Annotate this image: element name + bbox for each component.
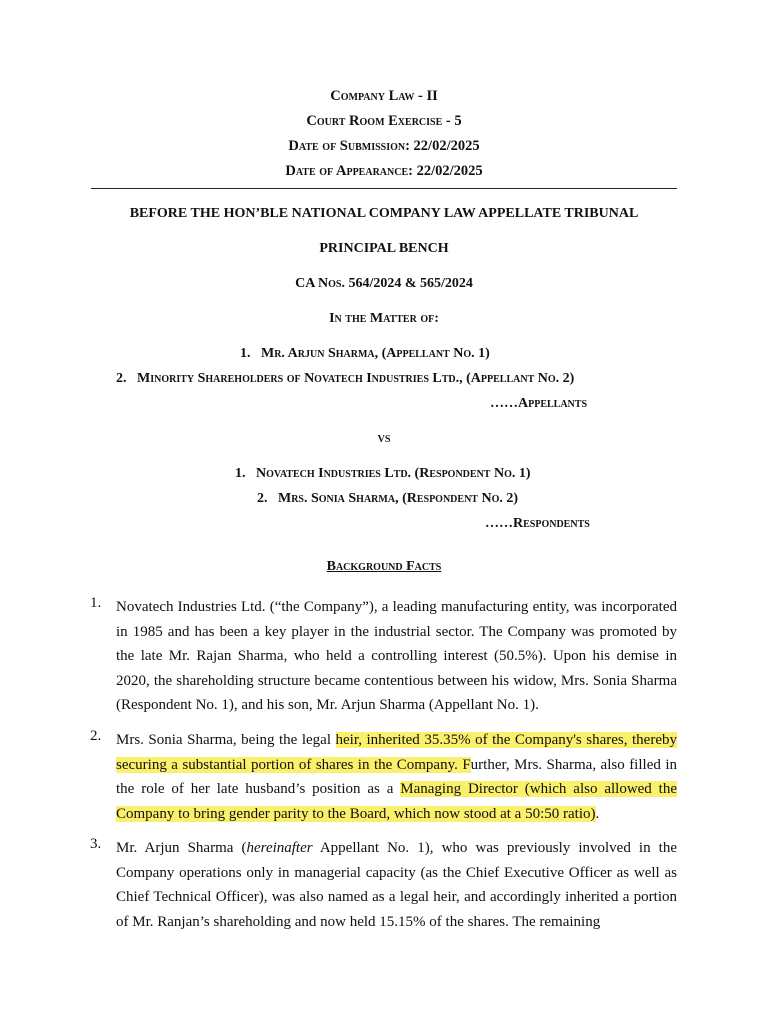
- appellant-1-number: 1.: [240, 346, 251, 361]
- respondent-1-number: 1.: [235, 466, 246, 481]
- paragraph-1-text: Novatech Industries Ltd. (“the Company”), a leading manufacturing entity, was incorporated in 1985 and has been a key player in the industrial sector. The Company was promoted by the late Mr. Rajan Sharma, who held a controlling interest (50.5%). Upon his demise in 2020, the shareholding structure became contentious between his widow, Mrs. Sonia Sharma (Respondent No. 1), and his son, Mr. Arjun Sharma (Appellant No. 1).: [116, 599, 677, 714]
- appellants-label: ……Appellants: [490, 396, 588, 411]
- exercise-title: Court Room Exercise - 5: [306, 113, 462, 129]
- paragraph-2-number: 2.: [90, 728, 102, 744]
- respondent-2-name: Mrs. Sonia Sharma, (Respondent No. 2): [278, 491, 519, 506]
- paragraph-3-run-1: Mr. Arjun Sharma (: [116, 840, 247, 856]
- respondent-2-number: 2.: [257, 491, 268, 506]
- appellant-2-number: 2.: [116, 371, 127, 386]
- section-title: Background Facts: [326, 559, 442, 574]
- highlight-2: Managing Director (which also allowed the Company to bring gender parity to the Board, which now stood at a 50:50 ratio): [116, 781, 678, 822]
- highlight-1: heir, inherited 35.35% of the Company's shares, thereby securing a substantial portion of shares in the Company. F: [116, 732, 677, 773]
- submission-date: Date of Submission: 22/02/2025: [288, 138, 480, 154]
- respondents-label: ……Respondents: [485, 516, 590, 531]
- appellant-1: [240, 346, 490, 362]
- paragraph-3-run-2: Appellant No. 1), who was previously involved in the Company operations only in managerial capacity (as the Chief Executive Officer as well as Chief Technical Officer), was also named as a legal heir, and accordingly inherited a portion of Mr. Ranjan’s shareholding and now held 15.15% of the shares. The remaining: [116, 840, 677, 930]
- paragraph-3-emphasis: hereinafter: [246, 840, 313, 856]
- bench-heading: PRINCIPAL BENCH: [319, 241, 449, 256]
- respondent-1: [235, 466, 531, 482]
- case-number: CA Nos. 564/2024 & 565/2024: [295, 276, 473, 291]
- paragraph-2-run-2: urther, Mrs. Sharma, also filled in the role of her late husband’s position as a: [116, 756, 677, 798]
- versus-label: vs: [377, 431, 391, 446]
- tribunal-heading: BEFORE THE HON’BLE NATIONAL COMPANY LAW APPELLATE TRIBUNAL: [129, 206, 639, 221]
- matter-heading: In the Matter of:: [329, 311, 439, 326]
- appellant-2: [116, 371, 574, 387]
- header-divider: [91, 188, 677, 189]
- paragraph-2-run-3: .: [595, 805, 600, 822]
- paragraph-2-text: [116, 728, 677, 826]
- appellant-1-name: Mr. Arjun Sharma, (Appellant No. 1): [261, 346, 490, 361]
- paragraph-1-number: 1.: [90, 595, 102, 611]
- paragraph-2-run-1: Mrs. Sonia Sharma, being the legal: [116, 732, 336, 748]
- paragraph-3-text: [116, 836, 677, 934]
- appearance-date: Date of Appearance: 22/02/2025: [285, 163, 483, 179]
- respondent-1-name: Novatech Industries Ltd. (Respondent No. 1): [256, 466, 531, 481]
- paragraph-3-number: 3.: [90, 836, 102, 852]
- course-title: Company Law - II: [330, 88, 438, 104]
- respondent-2: [257, 491, 518, 507]
- appellant-2-name: Minority Shareholders of Novatech Industries Ltd., (Appellant No. 2): [137, 371, 575, 386]
